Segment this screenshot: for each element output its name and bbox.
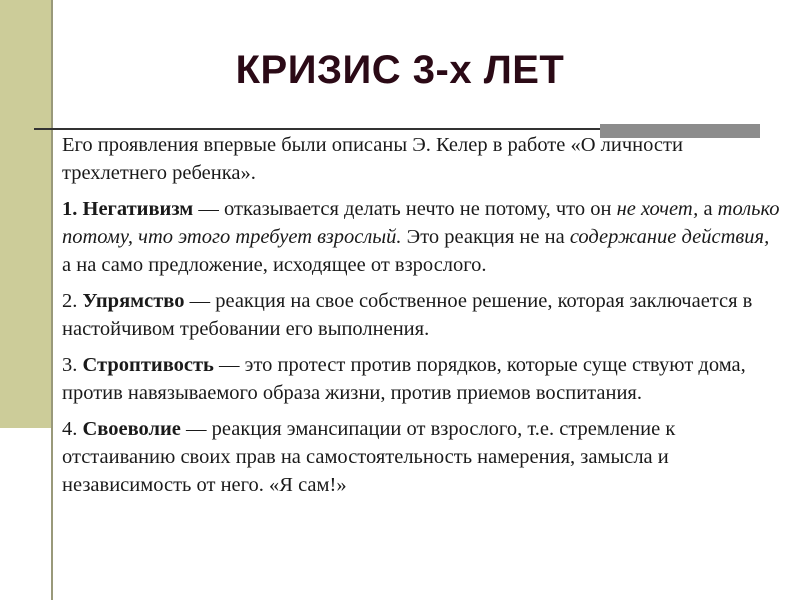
intro-paragraph: Его проявления впервые были описаны Э. Келер в работе «О личности трехлетнего ребенка». (62, 134, 683, 184)
item-text: Это реакция не на (401, 226, 570, 248)
item-term: Своеволие (82, 418, 181, 440)
item-number: 2. (62, 290, 83, 312)
sidebar-edge-line (51, 0, 53, 600)
item-term: Упрямство (82, 290, 185, 312)
sidebar-bottom-gap (0, 428, 51, 600)
item-number: 1. (62, 198, 83, 220)
item-number: 4. (62, 418, 83, 440)
item-term: Негативизм (82, 198, 194, 220)
item-dash: — (180, 418, 212, 440)
item-self-will (62, 415, 782, 499)
slide-title: КРИЗИС 3-х ЛЕТ (235, 48, 565, 92)
item-text: реакция эмансипации от взрослого, т.е. стремление к отстаиванию своих прав на самостоятельность намерения, замысла и независимость от него. «Я сам!» (62, 418, 676, 496)
item-obstinacy (62, 351, 782, 407)
item-text: а на само предложение, исходящее от взрослого. (62, 254, 487, 276)
item-negativism (62, 195, 782, 279)
item-dash: — (184, 290, 216, 312)
item-text: реакция на свое собственное решение, которая заключается в настойчивом требовании его выполнения. (62, 290, 753, 340)
item-number: 3. (62, 354, 83, 376)
slide-body (62, 131, 782, 507)
item-text: это протест против порядков, которые суще ствуют дома, против навязываемого образа жизни, против приемов воспитания. (62, 354, 746, 404)
item-text: отказывается делать нечто не потому, что он (224, 198, 617, 220)
item-dash: — (193, 198, 224, 220)
title-divider-line (34, 128, 600, 130)
item-text: а (698, 198, 718, 220)
item-term: Строптивость (82, 354, 214, 376)
item-dash: — (213, 354, 245, 376)
item-italic-text: не хочет, (616, 198, 699, 220)
item-stubbornness (62, 287, 782, 343)
item-italic-text: содержание действия, (569, 226, 770, 248)
item-italic-text: только потому, что этого требует взрослый. (62, 198, 780, 248)
